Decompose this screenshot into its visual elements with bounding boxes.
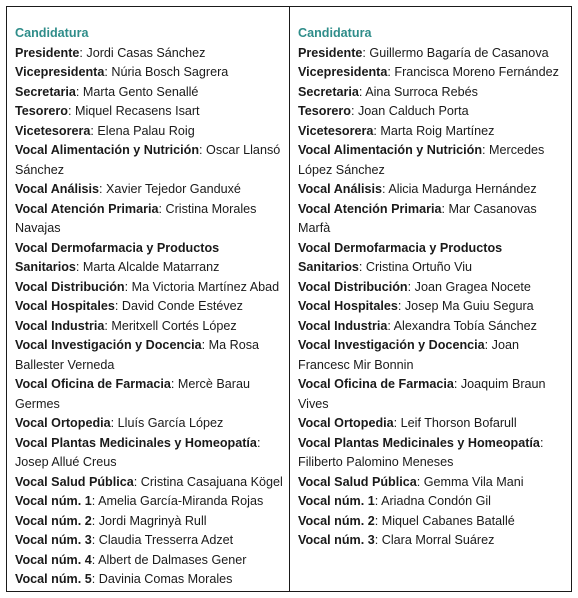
- member-name: Claudia Tresserra Adzet: [98, 533, 234, 547]
- member-entry: Vocal Plantas Medicinales y Homeopatía: Filiberto Palomino Meneses: [298, 435, 544, 469]
- member-entry: Presidente: Guillermo Bagaría de Casanova: [298, 45, 549, 60]
- member-name: Mercè Barau Germes: [15, 377, 250, 411]
- member-name: Núria Bosch Sagrera: [111, 65, 229, 79]
- member-role: Vocal Salud Pública: [15, 474, 134, 489]
- member-role: Vocal Alimentación y Nutrición: [15, 143, 200, 157]
- member-name: Alicia Madurga Hernández: [388, 182, 537, 196]
- member-role: Vocal Análisis: [298, 182, 382, 196]
- member-entry: Vocal Ortopedia: Leif Thorson Bofarull: [298, 416, 517, 430]
- member-name: Miquel Recasens Isart: [74, 104, 200, 118]
- member-role: Vocal Análisis: [15, 182, 99, 196]
- member-role: Vicepresidenta: [298, 65, 388, 79]
- member-role: Secretaria: [15, 84, 76, 99]
- member-role: Vocal Dermofarmacia y Productos Sanitarios: [15, 240, 220, 274]
- member-name: Francisca Moreno Fernández: [394, 65, 559, 79]
- member-role: Vocal Alimentación y Nutrición: [298, 143, 483, 157]
- member-role: Vocal núm. 2: [15, 513, 92, 528]
- member-name: Oscar Llansó Sánchez: [15, 143, 281, 177]
- member-entry: Vocal Hospitales: Josep Ma Guiu Segura: [298, 299, 534, 313]
- member-name: Josep Allué Creus: [15, 455, 117, 469]
- member-role: Vocal Oficina de Farmacia: [15, 377, 171, 391]
- member-name: Xavier Tejedor Ganduxé: [106, 182, 241, 196]
- member-role: Vocal Distribución: [298, 279, 408, 294]
- member-role: Vicepresidenta: [15, 65, 105, 79]
- member-entry: Vocal Alimentación y Nutrición: Oscar Llansó Sánchez: [15, 143, 281, 177]
- member-entry: Secretaria: Marta Gento Senallé: [15, 84, 199, 99]
- member-role: Vocal Industria: [15, 318, 105, 333]
- member-role: Vocal Investigación y Docencia: [298, 338, 485, 352]
- member-entry: Vocal Alimentación y Nutrición: Mercedes López Sánchez: [298, 143, 545, 177]
- member-role: Vocal núm. 5: [15, 572, 92, 586]
- member-name: Lluís García López: [117, 416, 224, 430]
- member-name: Amelia García-Miranda Rojas: [98, 494, 264, 508]
- member-entry: Vocal Ortopedia: Lluís García López: [15, 416, 224, 430]
- candidatura-column-right: [289, 7, 571, 591]
- member-entry: Vocal Atención Primaria: Mar Casanovas Marfà: [298, 201, 537, 235]
- member-name: Davinia Comas Morales: [98, 572, 233, 586]
- member-entry: Vocal Salud Pública: Cristina Casajuana Kögel: [15, 474, 283, 489]
- member-entry: Vocal núm. 1: Ariadna Condón Gil: [298, 494, 491, 508]
- member-role: Vocal núm. 3: [298, 533, 375, 547]
- candidatura-heading: Candidatura: [15, 26, 89, 40]
- member-role: Vocal Ortopedia: [15, 416, 111, 430]
- member-entry: Vicetesorera: Marta Roig Martínez: [298, 123, 495, 138]
- member-entry: Vocal núm. 3: Clara Morral Suárez: [298, 533, 495, 547]
- member-role: Vocal Distribución: [15, 279, 125, 294]
- member-name: Joaquim Braun Vives: [298, 377, 546, 411]
- member-role: Vocal núm. 1: [298, 494, 375, 508]
- member-name: Aina Surroca Rebés: [365, 84, 478, 99]
- member-entry: Vicetesorera: Elena Palau Roig: [15, 123, 195, 138]
- member-name: Joan Gragea Nocete: [414, 279, 531, 294]
- candidatura-column-left: [7, 7, 289, 591]
- member-role: Vocal Plantas Medicinales y Homeopatía: [15, 435, 257, 450]
- member-role: Vocal núm. 1: [15, 494, 92, 508]
- member-entry: Vocal Plantas Medicinales y Homeopatía: Josep Allué Creus: [15, 435, 261, 469]
- member-name: Mar Casanovas Marfà: [298, 201, 537, 235]
- member-role: Vocal Plantas Medicinales y Homeopatía: [298, 435, 540, 450]
- member-role: Vocal núm. 3: [15, 533, 92, 547]
- member-entry: Vocal Distribución: Joan Gragea Nocete: [298, 279, 531, 294]
- member-name: Marta Gento Senallé: [82, 84, 199, 99]
- member-role: Vocal núm. 2: [298, 513, 375, 528]
- member-name: David Conde Estévez: [121, 299, 243, 313]
- member-role: Vicetesorera: [298, 123, 374, 138]
- member-name: Alexandra Tobía Sánchez: [393, 318, 537, 333]
- member-entry: Vocal Oficina de Farmacia: Joaquim Braun Vives: [298, 377, 546, 411]
- member-role: Vocal Ortopedia: [298, 416, 394, 430]
- member-entry: Presidente: Jordi Casas Sánchez: [15, 45, 206, 60]
- member-entry: Vocal Dermofarmacia y Productos Sanitarios: Cristina Ortuño Viu: [298, 240, 503, 274]
- member-entry: Vocal Atención Primaria: Cristina Morales Navajas: [15, 201, 257, 235]
- member-entry: Tesorero: Joan Calduch Porta: [298, 104, 469, 118]
- member-entry: Vocal Oficina de Farmacia: Mercè Barau Germes: [15, 377, 250, 411]
- member-name: Clara Morral Suárez: [381, 533, 495, 547]
- member-role: Vocal núm. 4: [15, 552, 92, 567]
- member-name: Ma Rosa Ballester Verneda: [15, 338, 260, 372]
- member-entry: Vocal Industria: Meritxell Cortés López: [15, 318, 237, 333]
- member-name: Cristina Casajuana Kögel: [140, 474, 283, 489]
- member-entry: Vocal Análisis: Alicia Madurga Hernández: [298, 182, 537, 196]
- member-role: Vocal Hospitales: [15, 299, 115, 313]
- member-entry: Vocal Investigación y Docencia: Joan Francesc Mir Bonnin: [298, 338, 519, 372]
- member-entry: Vocal núm. 4: Albert de Dalmases Gener: [15, 552, 247, 567]
- member-role: Tesorero: [15, 104, 68, 118]
- member-entry: Vocal Industria: Alexandra Tobía Sánchez: [298, 318, 537, 333]
- member-entry: Vicepresidenta: Francisca Moreno Fernández: [298, 65, 559, 79]
- member-name: Guillermo Bagaría de Casanova: [369, 45, 549, 60]
- member-name: Cristina Ortuño Viu: [365, 260, 473, 274]
- member-role: Presidente: [298, 45, 363, 60]
- member-name: Joan Francesc Mir Bonnin: [298, 338, 519, 372]
- member-entry: Vocal Investigación y Docencia: Ma Rosa Ballester Verneda: [15, 338, 260, 372]
- member-name: Josep Ma Guiu Segura: [404, 299, 534, 313]
- member-name: Cristina Morales Navajas: [15, 201, 257, 235]
- member-entry: Vocal Análisis: Xavier Tejedor Ganduxé: [15, 182, 241, 196]
- member-role: Vocal Atención Primaria: [15, 201, 159, 216]
- member-name: Leif Thorson Bofarull: [400, 416, 517, 430]
- member-name: Elena Palau Roig: [97, 123, 195, 138]
- member-name: Mercedes López Sánchez: [298, 143, 545, 177]
- member-entry: Vocal núm. 1: Amelia García-Miranda Rojas: [15, 494, 264, 508]
- member-entry: Vocal núm. 5: Davinia Comas Morales: [15, 572, 233, 586]
- member-role: Vicetesorera: [15, 123, 91, 138]
- member-entry: Vocal Distribución: Ma Victoria Martínez Abad: [15, 279, 280, 294]
- member-name: Filiberto Palomino Meneses: [298, 455, 454, 469]
- member-name: Jordi Casas Sánchez: [86, 45, 206, 60]
- member-entry: Vocal núm. 2: Miquel Cabanes Batallé: [298, 513, 515, 528]
- member-entry: Vocal Salud Pública: Gemma Vila Mani: [298, 474, 524, 489]
- member-name: Marta Roig Martínez: [380, 123, 495, 138]
- member-entry: Vocal Hospitales: David Conde Estévez: [15, 299, 243, 313]
- member-name: Miquel Cabanes Batallé: [381, 513, 515, 528]
- member-entry: Secretaria: Aina Surroca Rebés: [298, 84, 478, 99]
- member-entry: Vocal núm. 2: Jordi Magrinyà Rull: [15, 513, 207, 528]
- member-role: Vocal Atención Primaria: [298, 201, 442, 216]
- member-role: Vocal Oficina de Farmacia: [298, 377, 454, 391]
- member-entry: Tesorero: Miquel Recasens Isart: [15, 104, 200, 118]
- member-name: Meritxell Cortés López: [111, 318, 237, 333]
- member-role: Vocal Dermofarmacia y Productos Sanitarios: [298, 240, 503, 274]
- member-name: Ariadna Condón Gil: [381, 494, 491, 508]
- member-name: Joan Calduch Porta: [357, 104, 469, 118]
- member-role: Vocal Hospitales: [298, 299, 398, 313]
- member-role: Tesorero: [298, 104, 351, 118]
- member-role: Secretaria: [298, 84, 359, 99]
- member-role: Vocal Investigación y Docencia: [15, 338, 202, 352]
- candidatura-heading: Candidatura: [298, 26, 372, 40]
- member-name: Albert de Dalmases Gener: [98, 552, 247, 567]
- member-entry: Vocal núm. 3: Claudia Tresserra Adzet: [15, 533, 234, 547]
- member-entry: Vocal Dermofarmacia y Productos Sanitarios: Marta Alcalde Matarranz: [15, 240, 220, 274]
- member-role: Vocal Salud Pública: [298, 474, 417, 489]
- member-entry: Vicepresidenta: Núria Bosch Sagrera: [15, 65, 229, 79]
- member-name: Ma Victoria Martínez Abad: [131, 279, 280, 294]
- member-role: Vocal Industria: [298, 318, 388, 333]
- member-name: Jordi Magrinyà Rull: [98, 513, 207, 528]
- member-name: Gemma Vila Mani: [423, 474, 524, 489]
- candidatures-table: [6, 6, 572, 592]
- member-name: Marta Alcalde Matarranz: [82, 260, 220, 274]
- member-role: Presidente: [15, 45, 80, 60]
